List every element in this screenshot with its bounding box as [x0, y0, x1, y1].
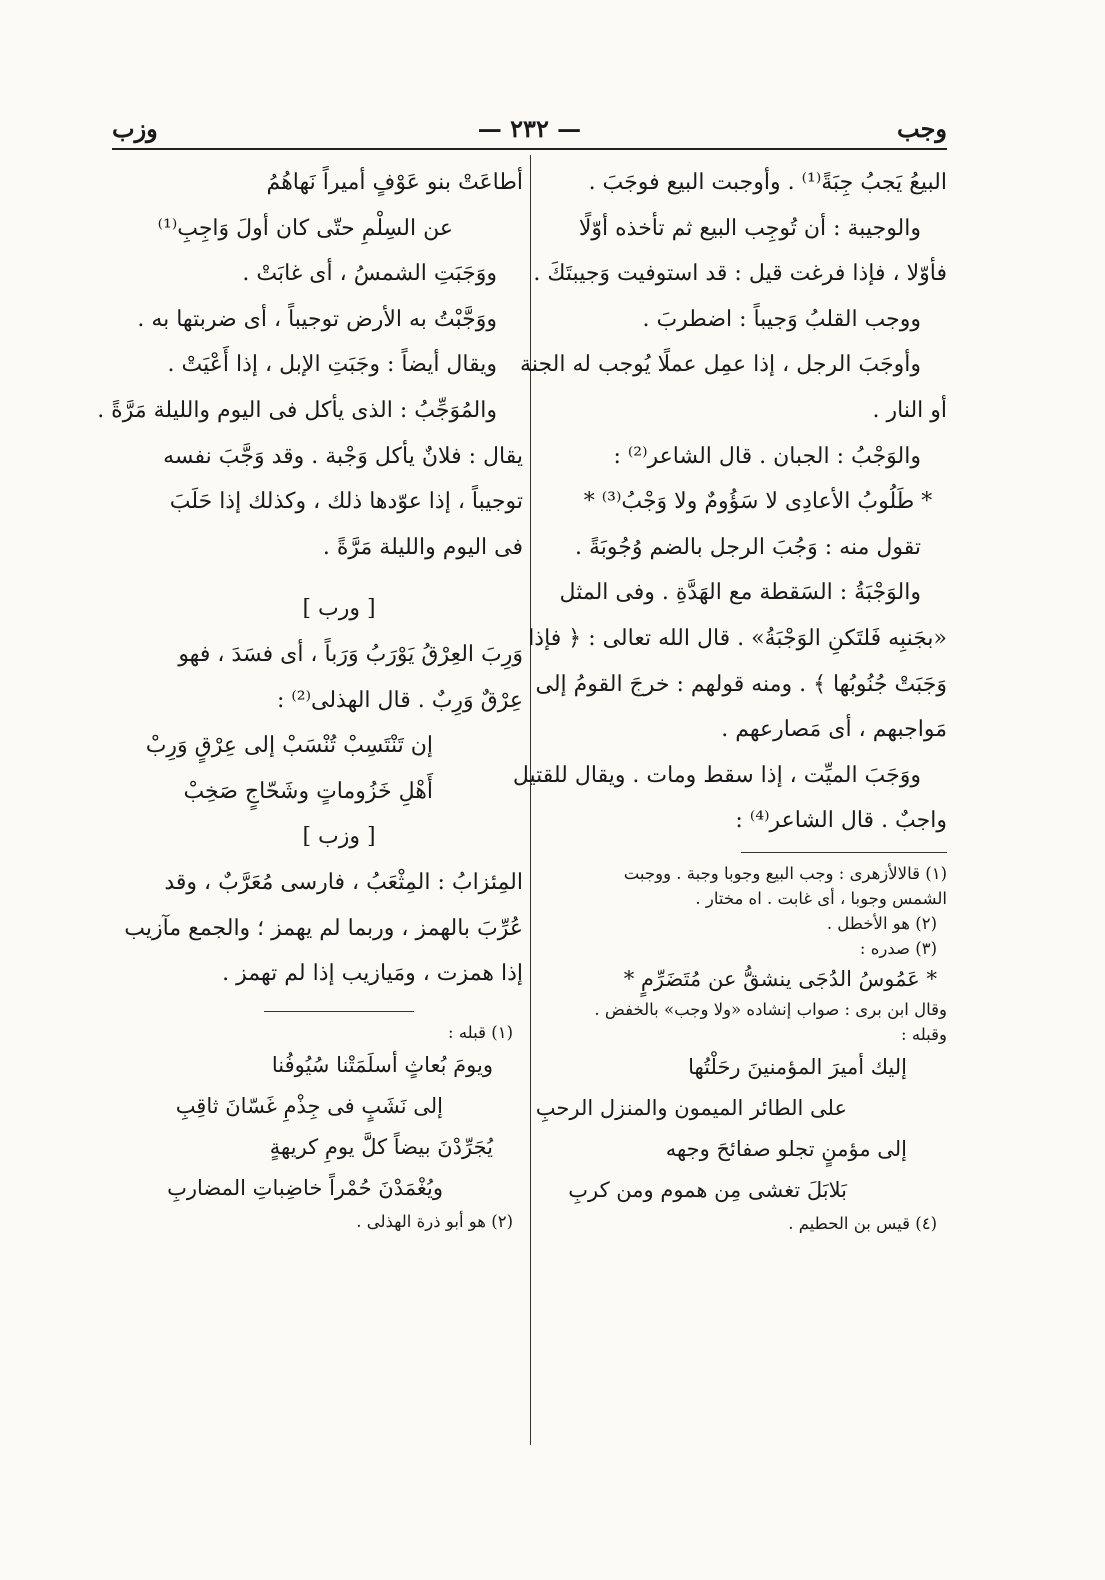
text-line: والوَجْبَةُ : السَقطة مع الهَدَّةِ . وفى المثل: [559, 580, 921, 606]
text-line: أو النار .: [872, 397, 947, 423]
footnote-line: (١) قالالأزهرى : وجب البيع وجوبا وجبة . ووجبت: [623, 863, 947, 883]
text-line: وَرِبَ العِرْقُ يَوْرَبُ وَرَباً ، أى فسَدَ ، فهو: [178, 641, 523, 667]
footnote-verse: * عَمُوسُ الدُجَى ينشقُّ عن مُتَضَرِّمٍ *: [623, 966, 937, 991]
poem-line: يُجَرِّدْنَ بيضاً كلَّ يومِ كريهةٍ: [269, 1134, 493, 1159]
footnote-line: (٢) هو أبو ذرة الهذلى .: [356, 1211, 513, 1231]
text-line: واجبٌ . قال الشاعر⁽⁴⁾ :: [735, 808, 947, 834]
text-line: والوَجْبُ : الجبان . قال الشاعر⁽²⁾ :: [613, 443, 921, 469]
footnote-line: وقبله :: [901, 1024, 947, 1044]
text-line: توجيباً ، إذا عوّدها ذلك ، وكذلك إذا حَلَبَ: [169, 489, 523, 515]
verse-line: أطاعَتْ بنو عَوْفٍ أميراً نَهاهُمُ: [266, 170, 523, 195]
poem-line: إلى مؤمنٍ تجلو صفائحَ وجهه: [665, 1136, 907, 1161]
text-line: والوجيبة : أن تُوجِب البيع ثم تأخذه أوّلًا: [578, 215, 921, 241]
text-line: ووجب القلبُ وَجيباً : اضطربَ .: [642, 306, 921, 332]
left-column: [97, 160, 523, 1234]
header-rule: [112, 148, 947, 150]
entry-heading: [ ورب ]: [302, 596, 376, 622]
text-line: مَواجبهم ، أى مَصارعهم .: [721, 717, 947, 743]
text-line: عُرِّبَ بالهمز ، وربما لم يهمز ؛ والجمع مآزيب: [124, 915, 523, 941]
page-number: — ٢٣٢ —: [477, 114, 582, 143]
entry-heading: [ وزب ]: [302, 824, 376, 850]
poem-line: ويومَ بُعاثٍ أسلَمَتْنا سُيُوفُنا: [271, 1052, 493, 1077]
verse-line: أَهْلِ خَزُوماتٍ وشَحّاجٍ صَخِبْ: [183, 778, 433, 804]
page-header: [112, 108, 947, 148]
header-left-entry: وزب: [112, 114, 158, 143]
footnote-line: (٣) صدره :: [859, 938, 937, 958]
text-line: عِرْقٌ وَرِبٌ . قال الهذلى⁽²⁾ :: [276, 687, 523, 713]
footnote-line: الشمس وجوبا ، أى غابت . اه مختار .: [695, 888, 947, 908]
footnote-line: (١) قبله :: [448, 1022, 513, 1042]
text-line: يقال : فلانٌ يأكل وَجْبة . وقد وَجَّبَ نفسه: [163, 443, 523, 469]
text-line: ووَجَّبْتُ به الأرض توجيباً ، أى ضربتها به .: [137, 306, 497, 332]
footnote-line: (٤) قيس بن الحطيم .: [788, 1213, 937, 1233]
text-line: ووَجَبَ الميِّت ، إذا سقط ومات . ويقال للقتيل: [512, 762, 921, 788]
footnote-line: وقال ابن برى : صواب إنشاده «ولا وجب» بالخفض .: [594, 999, 947, 1019]
text-line: وَجَبَتْ جُنُوبُها ﴾ . ومنه قولهم : خرجَ القومُ إلى: [535, 671, 947, 697]
text-line: فى اليوم والليلة مَرَّةً .: [322, 534, 523, 560]
poem-line: ويُغْمَدْنَ حُمْراً خاضِباتِ المضاربِ: [167, 1175, 443, 1200]
poem-line: إليك أميرَ المؤمنينَ رحَلْتُها: [688, 1054, 907, 1079]
text-line: تقول منه : وَجُبَ الرجل بالضم وُجُوبَةً .: [575, 534, 921, 560]
text-line: إذا همزت ، ومَيازيب إذا لم تهمز .: [222, 961, 523, 987]
text-line: المِئزابُ : المِثْعَبُ ، فارسى مُعَرَّبٌ ، وقد: [164, 869, 523, 895]
text-line: «بجَنبِه فَلتَكنِ الوَجْبَةُ» . قال الله تعالى : ﴿ فإذا: [528, 625, 947, 651]
text-line: فأوّلا ، فإذا فرغت قيل : قد استوفيت وَجيبتَكَ .: [533, 261, 947, 287]
footnote-line: (٢) هو الأخطل .: [826, 913, 937, 933]
verse-line: عن السِلْمِ حتّى كان أولَ وَاجِبِ⁽¹⁾: [157, 215, 453, 241]
text-line: البيعُ يَجبُ جِبَةً⁽¹⁾ . وأوجبت البيع فوجَبَ .: [588, 170, 947, 195]
right-column: [512, 160, 947, 1236]
text-line: وأوجَبَ الرجل ، إذا عمِل عملًا يُوجب له الجنة: [520, 352, 921, 378]
poem-line: إلى نَشَبٍ فى جِذْمِ غَسّانَ ثاقِبِ: [175, 1093, 443, 1118]
header-right-entry: وجب: [897, 114, 947, 143]
footnote-rule: [264, 1011, 414, 1012]
poem-line: على الطائر الميمون والمنزل الرحبِ: [535, 1095, 847, 1120]
poem-line: بَلابَلَ تغشى مِن هموم ومن كربِ: [568, 1177, 847, 1202]
footnote-rule: [741, 852, 947, 853]
verse-line: * طَلُوبُ الأعادِى لا سَؤُومٌ ولا وَجْبُ⁽³⁾ *: [583, 489, 933, 515]
text-line: والمُوَجِّبُ : الذى يأكل فى اليوم والليلة مَرَّةً .: [97, 397, 497, 423]
text-line: ويقال أيضاً : وجَبَتِ الإبل ، إذا أَعْيَتْ .: [167, 352, 497, 378]
verse-line: إن تَنْتَسِبْ تُنْسَبْ إلى عِرْقٍ وَرِبْ: [145, 733, 433, 759]
text-line: ووَجَبَتِ الشمسُ ، أى غابَتْ .: [242, 261, 497, 287]
